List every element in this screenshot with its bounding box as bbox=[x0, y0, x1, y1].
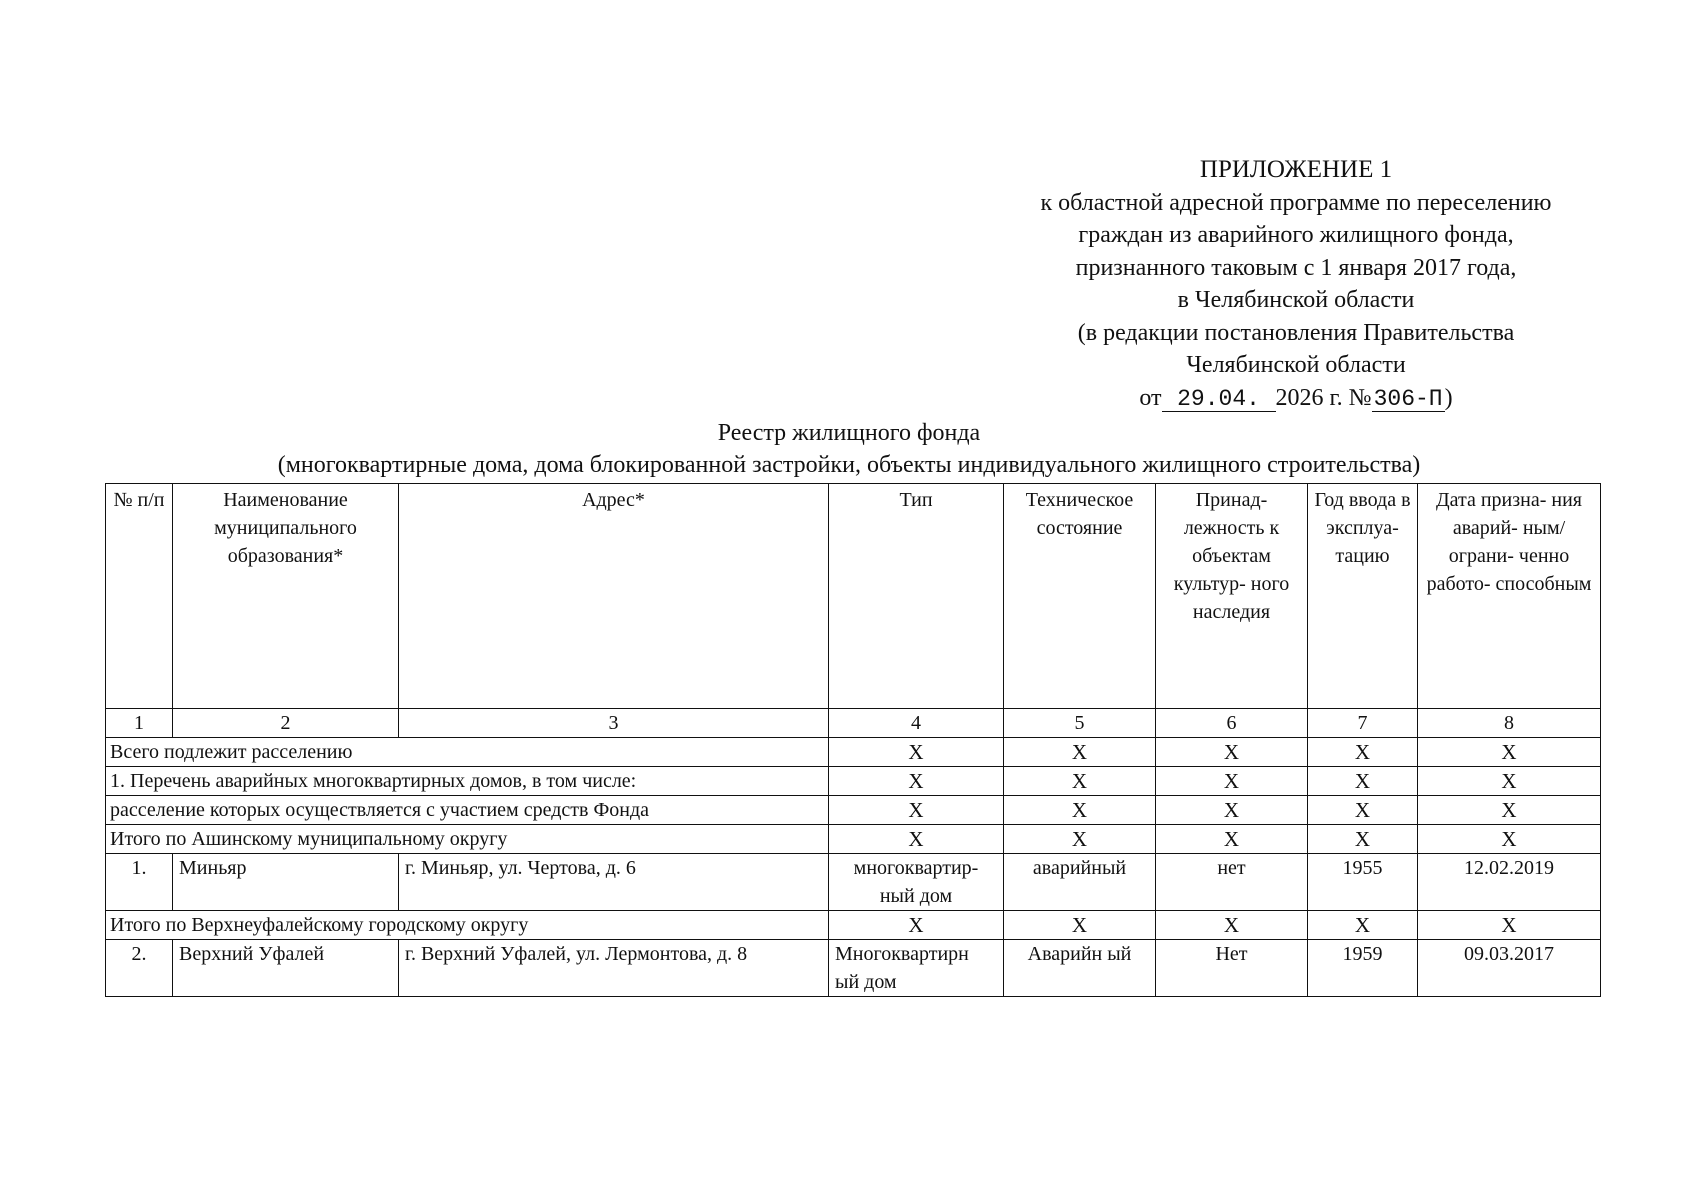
x-mark: X bbox=[1418, 911, 1601, 940]
header-date: Дата призна- ния аварий- ным/ограни- ченно работо- способным bbox=[1418, 484, 1601, 709]
header-state: Техническое состояние bbox=[1004, 484, 1156, 709]
date-suffix: ) bbox=[1444, 384, 1453, 411]
registry-title: Реестр жилищного фонда bbox=[717, 420, 981, 446]
appendix-title: ПРИЛОЖЕНИЕ 1 bbox=[1199, 156, 1393, 183]
column-number: 1 bbox=[106, 709, 173, 738]
summary-label: Всего подлежит расселению bbox=[106, 738, 829, 767]
x-mark: X bbox=[1004, 767, 1156, 796]
date-year: 2026 г. № bbox=[1275, 384, 1372, 411]
appendix-line-1: к областной адресной программе по переселению bbox=[1040, 189, 1552, 216]
column-number: 8 bbox=[1418, 709, 1601, 738]
table-row bbox=[106, 940, 1601, 997]
header-heritage: Принад- лежность к объектам культур- ного наследия bbox=[1156, 484, 1308, 709]
summary-label: Итого по Ашинскому муниципальному округу bbox=[106, 825, 829, 854]
row-heritage: нет bbox=[1156, 854, 1308, 911]
summary-row bbox=[106, 825, 1601, 854]
row-state: аварийный bbox=[1004, 854, 1156, 911]
column-number: 7 bbox=[1308, 709, 1418, 738]
appendix-line-2: граждан из аварийного жилищного фонда, bbox=[1078, 222, 1514, 248]
header-num: № п/п bbox=[106, 484, 173, 709]
appendix-header bbox=[976, 154, 1616, 414]
x-mark: X bbox=[1156, 825, 1308, 854]
row-date: 09.03.2017 bbox=[1418, 940, 1601, 997]
registry-subtitle: (многоквартирные дома, дома блокированной застройки, объекты индивидуального жилищного строительства) bbox=[277, 452, 1421, 478]
row-year: 1955 bbox=[1308, 854, 1418, 911]
x-mark: X bbox=[1156, 767, 1308, 796]
row-year: 1959 bbox=[1308, 940, 1418, 997]
date-prefix: от bbox=[1139, 384, 1162, 411]
summary-label: расселение которых осуществляется с участием средств Фонда bbox=[106, 796, 829, 825]
column-number: 5 bbox=[1004, 709, 1156, 738]
row-state: Аварийн ый bbox=[1004, 940, 1156, 997]
header-year: Год ввода в эксплуа- тацию bbox=[1308, 484, 1418, 709]
table-row bbox=[106, 854, 1601, 911]
x-mark: X bbox=[1308, 911, 1418, 940]
header-municipality: Наименование муниципального образования* bbox=[173, 484, 399, 709]
appendix-line-6: Челябинской области bbox=[1186, 352, 1406, 378]
x-mark: X bbox=[1004, 911, 1156, 940]
row-municipality: Верхний Уфалей bbox=[173, 940, 399, 997]
x-mark: X bbox=[1418, 738, 1601, 767]
row-address: г. Верхний Уфалей, ул. Лермонтова, д. 8 bbox=[399, 940, 829, 997]
appendix-date-line bbox=[976, 382, 1616, 415]
x-mark: X bbox=[1308, 738, 1418, 767]
row-num: 1. bbox=[106, 854, 173, 911]
handwritten-date: 29.04. bbox=[1162, 387, 1276, 412]
x-mark: X bbox=[829, 796, 1004, 825]
x-mark: X bbox=[1418, 796, 1601, 825]
summary-row bbox=[106, 796, 1601, 825]
x-mark: X bbox=[1156, 911, 1308, 940]
row-address: г. Миньяр, ул. Чертова, д. 6 bbox=[399, 854, 829, 911]
summary-row bbox=[106, 911, 1601, 940]
row-municipality: Миньяр bbox=[173, 854, 399, 911]
x-mark: X bbox=[829, 911, 1004, 940]
row-num: 2. bbox=[106, 940, 173, 997]
x-mark: X bbox=[1004, 825, 1156, 854]
x-mark: X bbox=[829, 825, 1004, 854]
x-mark: X bbox=[1418, 825, 1601, 854]
x-mark: X bbox=[1004, 796, 1156, 825]
column-number: 4 bbox=[829, 709, 1004, 738]
column-number: 3 bbox=[399, 709, 829, 738]
x-mark: X bbox=[1308, 825, 1418, 854]
x-mark: X bbox=[1004, 738, 1156, 767]
header-address: Адрес* bbox=[399, 484, 829, 709]
row-heritage: Нет bbox=[1156, 940, 1308, 997]
row-type: многоквартир- ный дом bbox=[829, 854, 1004, 911]
x-mark: X bbox=[1308, 796, 1418, 825]
handwritten-number: 306-П bbox=[1373, 385, 1443, 412]
row-type: Многоквартирн ый дом bbox=[829, 940, 1004, 997]
appendix-line-4: в Челябинской области bbox=[1177, 287, 1415, 313]
appendix-line-3: признанного таковым с 1 января 2017 года, bbox=[1075, 254, 1517, 281]
registry-table bbox=[105, 483, 1601, 997]
column-number-row bbox=[106, 709, 1601, 738]
x-mark: X bbox=[1418, 767, 1601, 796]
row-date: 12.02.2019 bbox=[1418, 854, 1601, 911]
x-mark: X bbox=[829, 738, 1004, 767]
summary-row bbox=[106, 767, 1601, 796]
x-mark: X bbox=[1156, 796, 1308, 825]
column-number: 2 bbox=[173, 709, 399, 738]
summary-label: Итого по Верхнеуфалейскому городскому округу bbox=[106, 911, 829, 940]
x-mark: X bbox=[829, 767, 1004, 796]
summary-label: 1. Перечень аварийных многоквартирных домов, в том числе: bbox=[106, 767, 829, 796]
summary-row bbox=[106, 738, 1601, 767]
x-mark: X bbox=[1308, 767, 1418, 796]
table-header-row bbox=[106, 484, 1601, 709]
appendix-line-5: (в редакции постановления Правительства bbox=[1077, 319, 1515, 346]
header-type: Тип bbox=[829, 484, 1004, 709]
column-number: 6 bbox=[1156, 709, 1308, 738]
x-mark: X bbox=[1156, 738, 1308, 767]
